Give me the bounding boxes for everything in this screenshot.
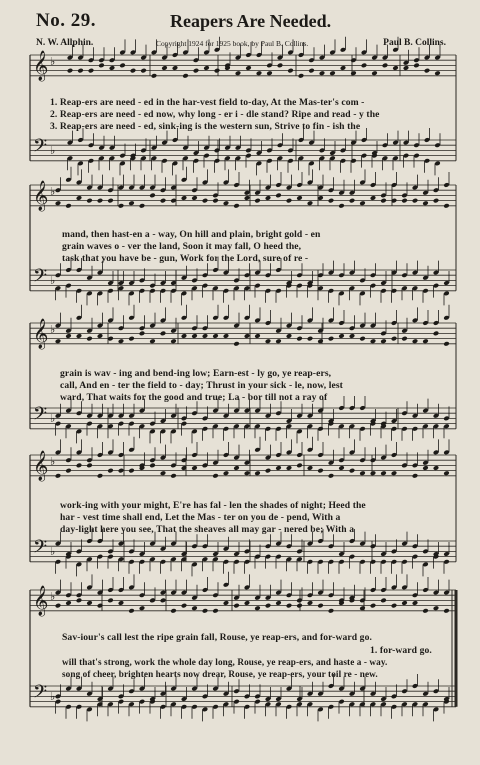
note-head — [170, 608, 176, 614]
note-head — [140, 68, 146, 74]
note-head — [286, 333, 292, 339]
note-head — [86, 463, 92, 469]
note-head — [139, 331, 145, 337]
note-head — [160, 470, 166, 476]
note-head — [88, 68, 94, 74]
note-head — [434, 70, 440, 76]
note-head — [223, 470, 229, 476]
note-head — [245, 65, 251, 71]
lyric-line: Sav-iour's call lest the ripe grain fall, Rouse, ye reap-ers, and for-ward go. — [62, 632, 372, 643]
bass-clef-icon: 𝄢 — [33, 537, 48, 562]
note-head — [55, 603, 61, 609]
note-head — [97, 198, 103, 204]
note-head — [265, 603, 271, 609]
note-head — [275, 338, 281, 344]
lyric-line: grain waves o - ver the land, Soon it may fall, O heed the, — [62, 241, 302, 252]
note-head — [214, 68, 220, 74]
note-head — [119, 63, 125, 69]
note-head — [338, 333, 344, 339]
note-head — [328, 608, 334, 614]
treble-clef-icon: 𝄞 — [33, 586, 49, 616]
flat-icon: ♭ — [50, 690, 56, 703]
note-head — [422, 338, 428, 344]
note-head — [265, 338, 271, 344]
note-head — [244, 333, 250, 339]
note-head — [97, 333, 103, 339]
note-head — [65, 333, 71, 339]
note-head — [296, 463, 302, 469]
note-head — [107, 598, 113, 604]
note-head — [76, 598, 82, 604]
note-head — [359, 336, 365, 342]
note-head — [139, 203, 145, 209]
note-head — [223, 333, 229, 339]
note-head — [287, 68, 293, 74]
note-head — [118, 203, 124, 209]
note-head — [128, 336, 134, 342]
note-head — [422, 200, 428, 206]
note-head — [212, 608, 218, 614]
note-head — [298, 73, 304, 79]
note-head — [370, 195, 376, 201]
note-head — [181, 603, 187, 609]
note-head — [307, 600, 313, 606]
note-head — [359, 605, 365, 611]
note-head — [202, 608, 208, 614]
note-head — [172, 65, 178, 71]
treble-clef-icon: 𝄞 — [33, 51, 49, 81]
hymn-title: Reapers Are Needed. — [170, 11, 332, 31]
author-credit: N. W. Allphin. — [36, 38, 94, 48]
note-head — [254, 605, 260, 611]
note-head — [380, 598, 386, 604]
lyric-line: 2. Reap-ers are need - ed now, why long - er i - dle stand? Ripe and read - y the — [50, 109, 380, 120]
note-head — [443, 608, 449, 614]
note-head — [433, 605, 439, 611]
treble-clef-icon: 𝄞 — [33, 181, 49, 211]
flat-icon: ♭ — [50, 590, 56, 603]
note-head — [212, 473, 218, 479]
note-head — [443, 203, 449, 209]
note-head — [139, 605, 145, 611]
note-head — [149, 463, 155, 469]
note-head — [413, 63, 419, 69]
note-head — [265, 468, 271, 474]
flat-icon: ♭ — [50, 412, 56, 425]
note-head — [191, 333, 197, 339]
note-head — [266, 70, 272, 76]
note-head — [307, 200, 313, 206]
note-head — [107, 468, 113, 474]
composer-credit: Paul B. Collins. — [383, 38, 446, 48]
note-head — [55, 338, 61, 344]
note-head — [130, 68, 136, 74]
note-head — [286, 603, 292, 609]
note-head — [118, 468, 124, 474]
lyric-line: call, And en - ter the field to - day; Thrust in your sick - le, now, lest — [60, 380, 343, 391]
note-head — [328, 198, 334, 204]
note-head — [296, 603, 302, 609]
note-head — [296, 195, 302, 201]
note-head — [65, 468, 71, 474]
note-head — [308, 68, 314, 74]
lyric-line: ward, That waits for the good and true; La - bor till not a ray of — [60, 392, 328, 403]
note-head — [359, 200, 365, 206]
lyric-line: har - vest time shall end, Let the Mas - ter on you de - pend, With a — [60, 512, 341, 523]
note-head — [160, 331, 166, 337]
note-head — [412, 198, 418, 204]
note-head — [412, 600, 418, 606]
note-head — [412, 338, 418, 344]
note-head — [401, 198, 407, 204]
note-head — [433, 465, 439, 471]
note-head — [98, 63, 104, 69]
bass-clef-icon: 𝄢 — [33, 266, 48, 291]
note-head — [317, 338, 323, 344]
note-head — [340, 65, 346, 71]
note-head — [371, 70, 377, 76]
lyric-line: will that's strong, work the whole day long, Rouse, ye reap-ers, and haste a - way. — [62, 657, 388, 667]
note-head — [275, 465, 281, 471]
treble-clef-icon: 𝄞 — [33, 319, 49, 349]
flat-icon: ♭ — [50, 545, 56, 558]
note-head — [317, 468, 323, 474]
note-head — [433, 331, 439, 337]
note-head — [433, 198, 439, 204]
note-head — [370, 338, 376, 344]
note-head — [223, 200, 229, 206]
note-head — [161, 65, 167, 71]
note-head — [349, 468, 355, 474]
note-head — [170, 338, 176, 344]
note-head — [254, 470, 260, 476]
note-head — [109, 65, 115, 71]
note-head — [254, 198, 260, 204]
note-head — [86, 336, 92, 342]
note-head — [65, 203, 71, 209]
note-head — [382, 63, 388, 69]
copyright-notice: Copyright 1924 for 1925 book, by Paul B. Collins. — [156, 39, 309, 48]
lyric-line: day-light here you see, That the sheaves all may gar - nered be; With a — [60, 524, 355, 535]
note-head — [86, 600, 92, 606]
note-head — [349, 333, 355, 339]
note-head — [160, 598, 166, 604]
note-head — [443, 470, 449, 476]
note-head — [170, 473, 176, 479]
note-head — [391, 336, 397, 342]
lyric-line: 3. Reap-ers are need - ed, sink-ing is the western sun, Strive to fin - ish the — [50, 121, 361, 132]
note-head — [191, 605, 197, 611]
note-head — [233, 341, 239, 347]
note-head — [76, 463, 82, 469]
note-head — [202, 333, 208, 339]
note-head — [403, 65, 409, 71]
note-head — [86, 198, 92, 204]
note-head — [107, 198, 113, 204]
flat-icon: ♭ — [50, 455, 56, 468]
note-head — [67, 68, 73, 74]
note-head — [443, 341, 449, 347]
note-head — [244, 470, 250, 476]
note-head — [55, 473, 61, 479]
note-head — [97, 473, 103, 479]
note-head — [412, 473, 418, 479]
note-head — [202, 198, 208, 204]
note-head — [77, 68, 83, 74]
lyric-line: 1. Reap-ers are need - ed in the har-vest field to-day, At the Mas-ter's com - — [50, 97, 365, 108]
note-head — [286, 465, 292, 471]
lyric-line: task that you have be - gun, Work for the Lord, sure of re - — [62, 253, 309, 264]
note-head — [380, 470, 386, 476]
flat-icon: ♭ — [50, 274, 56, 287]
note-head — [286, 198, 292, 204]
note-head — [265, 195, 271, 201]
note-head — [254, 333, 260, 339]
note-head — [212, 333, 218, 339]
bass-clef-icon: 𝄢 — [33, 404, 48, 429]
note-head — [296, 336, 302, 342]
note-head — [149, 338, 155, 344]
lyric-line: 1. for-ward go. — [370, 645, 432, 656]
note-head — [391, 603, 397, 609]
note-head — [191, 465, 197, 471]
note-head — [370, 470, 376, 476]
note-head — [160, 198, 166, 204]
note-head — [359, 470, 365, 476]
lyric-line: mand, then hast-en a - way, On hill and plain, bright gold - en — [62, 229, 321, 240]
flat-icon: ♭ — [50, 55, 56, 68]
flat-icon: ♭ — [50, 323, 56, 336]
bass-clef-icon: 𝄢 — [33, 136, 48, 161]
flat-icon: ♭ — [50, 185, 56, 198]
note-head — [380, 338, 386, 344]
note-head — [223, 600, 229, 606]
note-head — [349, 198, 355, 204]
note-head — [319, 70, 325, 76]
note-head — [76, 195, 82, 201]
note-head — [307, 336, 313, 342]
note-head — [181, 195, 187, 201]
note-head — [422, 465, 428, 471]
note-head — [329, 70, 335, 76]
note-head — [233, 465, 239, 471]
note-head — [233, 203, 239, 209]
note-head — [191, 195, 197, 201]
note-head — [317, 603, 323, 609]
treble-clef-icon: 𝄞 — [33, 451, 49, 481]
note-head — [65, 600, 71, 606]
note-head — [338, 203, 344, 209]
note-head — [328, 336, 334, 342]
note-head — [307, 465, 313, 471]
note-head — [361, 63, 367, 69]
note-head — [118, 338, 124, 344]
note-head — [275, 193, 281, 199]
lyric-line: song of cheer, brighten hearts now drear, Rouse, ye reap-ers, your toil re - new. — [62, 669, 378, 679]
note-head — [380, 198, 386, 204]
note-head — [370, 603, 376, 609]
note-head — [338, 465, 344, 471]
note-head — [149, 193, 155, 199]
flat-icon: ♭ — [50, 144, 56, 157]
note-head — [151, 73, 157, 79]
note-head — [256, 70, 262, 76]
note-head — [328, 473, 334, 479]
note-head — [422, 608, 428, 614]
note-head — [182, 73, 188, 79]
note-head — [118, 600, 124, 606]
note-head — [244, 195, 250, 201]
note-head — [244, 600, 250, 606]
hymn-number: No. 29. — [36, 10, 96, 31]
note-head — [55, 200, 61, 206]
note-head — [401, 336, 407, 342]
lyric-line: grain is wav - ing and bend-ing low; Earn-est - ly go, ye reap-ers, — [60, 368, 332, 379]
note-head — [193, 68, 199, 74]
note-head — [76, 333, 82, 339]
note-head — [275, 600, 281, 606]
note-head — [233, 603, 239, 609]
note-head — [181, 333, 187, 339]
note-head — [277, 63, 283, 69]
note-head — [424, 68, 430, 74]
note-head — [128, 468, 134, 474]
note-head — [391, 470, 397, 476]
note-head — [401, 600, 407, 606]
bass-clef-icon: 𝄢 — [33, 682, 48, 707]
note-head — [203, 65, 209, 71]
note-head — [212, 198, 218, 204]
note-head — [235, 70, 241, 76]
note-head — [350, 70, 356, 76]
note-head — [128, 200, 134, 206]
note-head — [128, 608, 134, 614]
note-head — [392, 65, 398, 71]
lyric-line: work-ing with your might, E're has fal - len the shades of night; Heed the — [60, 500, 366, 511]
